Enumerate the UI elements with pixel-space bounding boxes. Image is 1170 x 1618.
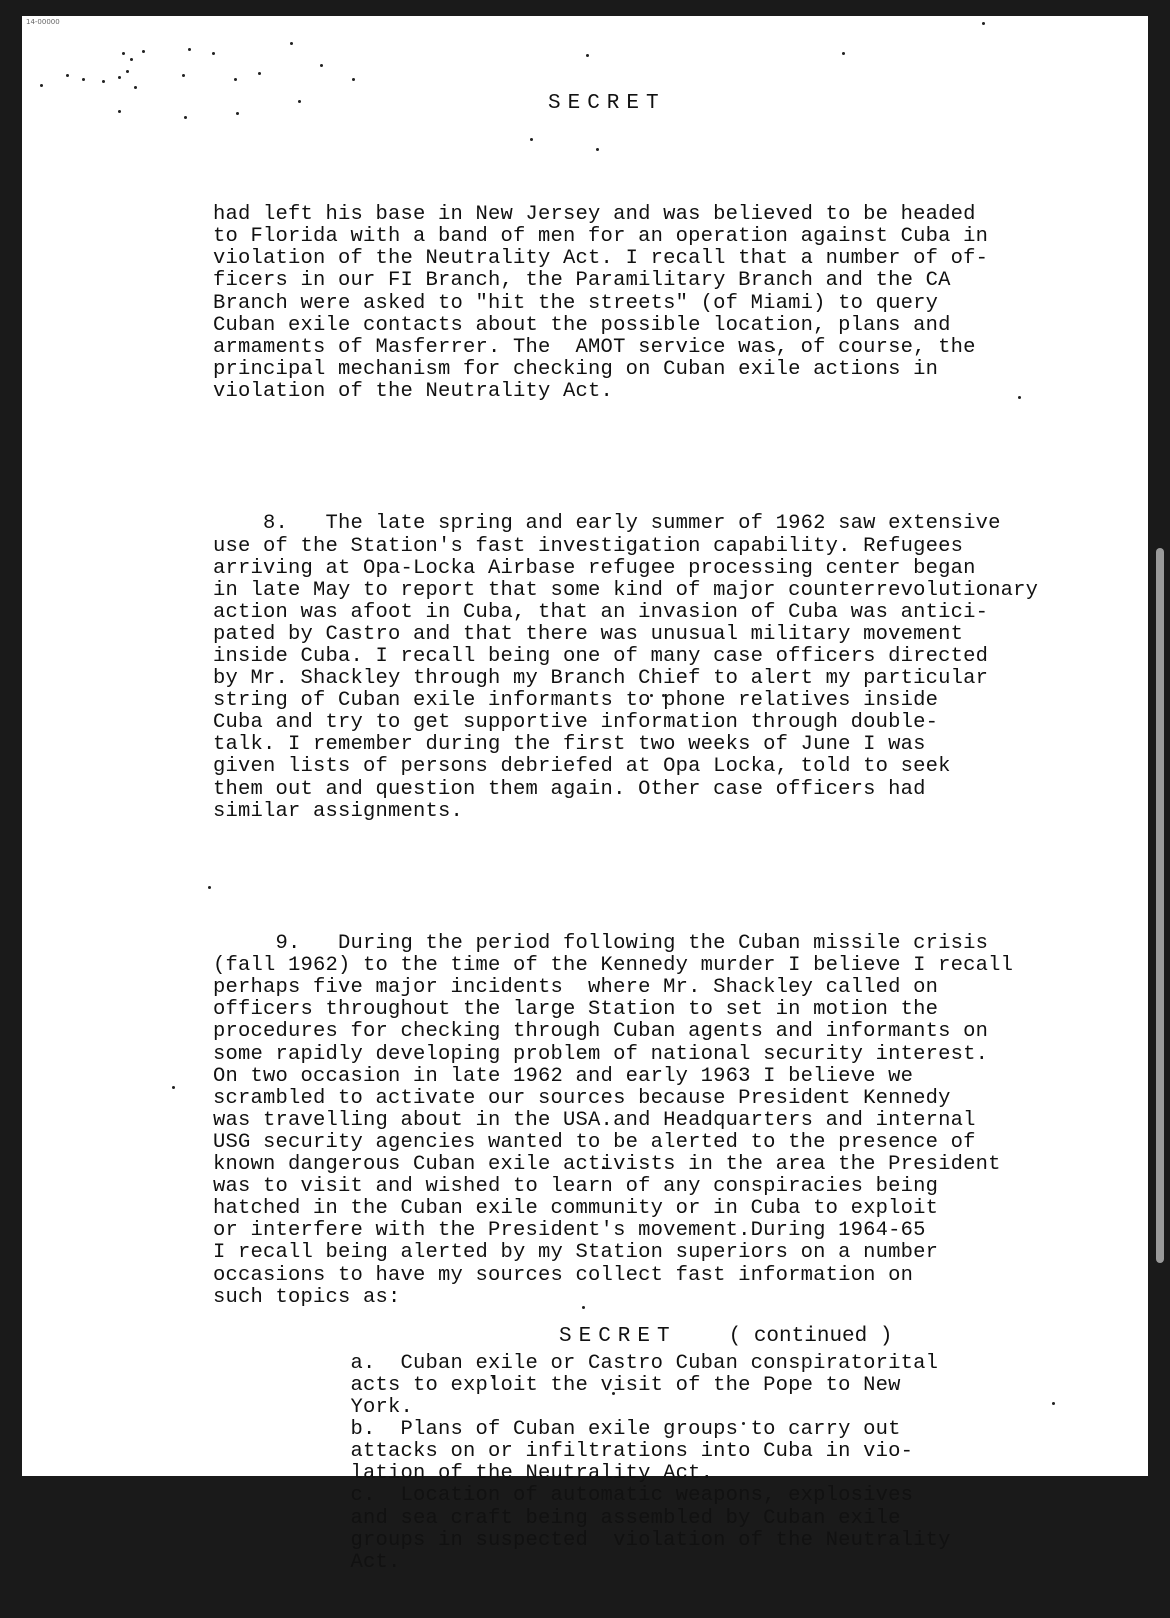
text-line: such topics as: [213,1285,401,1309]
paragraph-9 [213,933,1143,1309]
text-line: Act. [213,1550,401,1574]
text-line: (fall 1962) to the time of the Kennedy murder I believe I recall [213,954,1014,978]
text-line: some rapidly developing problem of national security interest. [213,1042,989,1066]
text-line: string of Cuban exile informants to phone relatives inside [213,689,939,713]
vertical-scrollbar[interactable] [1156,548,1164,1263]
text-line: procedures for checking through Cuban agents and informants on [213,1020,989,1044]
text-line: known dangerous Cuban exile activists in the area the President [213,1153,1001,1177]
text-line: pated by Castro and that there was unusual military movement [213,622,964,646]
footer-continued: ( continued ) [728,1325,893,1348]
document-page [22,16,1148,1574]
text-line: groups in suspected violation of the Neutrality [213,1528,951,1552]
text-line: b. Plans of Cuban exile groups to carry out [213,1418,901,1442]
text-line: was to visit and wished to learn of any conspiracies being [213,1175,939,1199]
footer-classification: SECRET [559,1325,677,1348]
text-line: perhaps five major incidents where Mr. Shackley called on [213,976,939,1000]
text-line: arriving at Opa-Locka Airbase refugee processing center began [213,556,976,580]
text-line: scrambled to activate our sources because President Kennedy [213,1086,951,1110]
text-line: armaments of Masferrer. The AMOT service was, of course, the [213,335,976,359]
text-line: attacks on or infiltrations into Cuba in vio- [213,1440,914,1464]
text-line: action was afoot in Cuba, that an invasion of Cuba was antici- [213,600,989,624]
text-line: use of the Station's fast investigation capability. Refugees [213,534,964,558]
text-line: USG security agencies wanted to be alerted to the presence of [213,1130,976,1154]
text-line: Cuba and try to get supportive information through double- [213,711,939,735]
text-line: by Mr. Shackley through my Branch Chief to alert my particular [213,667,989,691]
text-line: principal mechanism for checking on Cuban exile actions in [213,357,939,381]
paragraph-continued [213,204,1143,403]
text-line: similar assignments. [213,799,464,823]
text-line: talk. I remember during the first two weeks of June I was [213,733,926,757]
document-id: 14-00000 [26,18,60,26]
text-line: Branch were asked to "hit the streets" (of Miami) to query [213,291,939,315]
topic-list [213,1353,1143,1574]
text-line: I recall being alerted by my Station superiors on a number [213,1241,939,1265]
text-line: and sea craft being assembled by Cuban exile [213,1506,901,1530]
text-line: had left his base in New Jersey and was believed to be headed [213,203,976,227]
text-line: ficers in our FI Branch, the Paramilitary Branch and the CA [213,269,951,293]
text-line: On two occasion in late 1962 and early 1963 I believe we [213,1064,914,1088]
text-line: hatched in the Cuban exile community or in Cuba to exploit [213,1197,939,1221]
text-line: inside Cuba. I recall being one of many case officers directed [213,644,989,668]
paragraph-8 [213,513,1143,822]
text-line: or interfere with the President's movement.During 1964-65 [213,1219,926,1243]
text-line: in late May to report that some kind of major counterrevolutionary [213,578,1039,602]
text-line: Cuban exile contacts about the possible location, plans and [213,313,951,337]
text-line: given lists of persons debriefed at Opa Locka, told to seek [213,755,951,779]
text-line: officers throughout the large Station to set in motion the [213,998,939,1022]
text-line: York. [213,1396,414,1420]
text-line: occasions to have my sources collect fast information on [213,1263,914,1287]
document-body [213,160,1143,1618]
text-line: violation of the Neutrality Act. [213,379,614,403]
text-line: c. Location of automatic weapons, explosives [213,1484,914,1508]
text-line: to Florida with a band of men for an operation against Cuba in [213,225,989,249]
footer [559,1325,892,1348]
text-line: lation of the Neutrality Act. [213,1462,714,1486]
text-line: 8. The late spring and early summer of 1962 saw extensive [213,512,1001,536]
text-line: 9. During the period following the Cuban missile crisis [213,932,989,956]
text-line: violation of the Neutrality Act. I recall that a number of of- [213,247,989,271]
text-line: a. Cuban exile or Castro Cuban conspiratorital [213,1351,939,1375]
text-line: was travelling about in the USA.and Headquarters and internal [213,1108,976,1132]
header-classification: SECRET [548,92,666,115]
text-line: them out and question them again. Other case officers had [213,777,926,801]
text-line: acts to exploit the visit of the Pope to New [213,1373,901,1397]
